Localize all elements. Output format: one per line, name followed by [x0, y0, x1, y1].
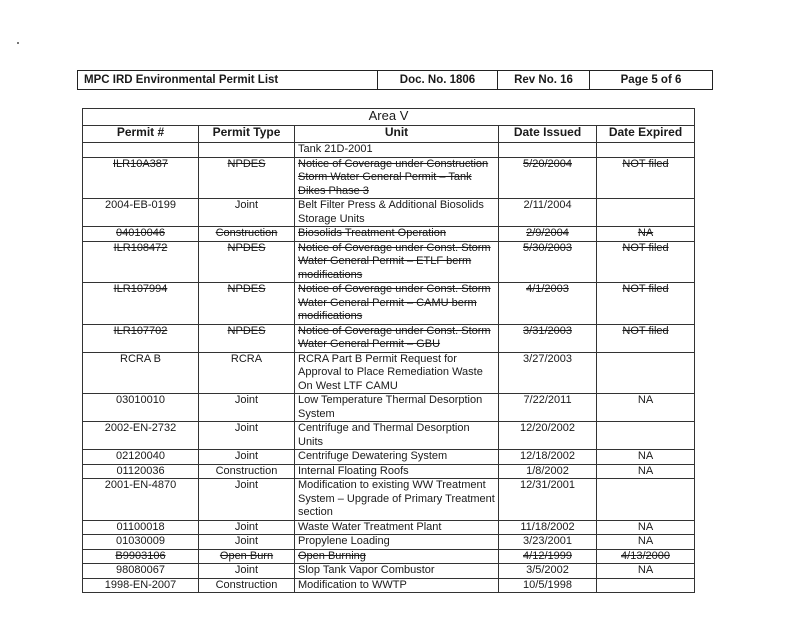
permit-type: NPDES	[199, 283, 295, 325]
permit-type: Open Burn	[199, 549, 295, 564]
date-issued: 4/12/1999	[499, 549, 597, 564]
date-expired: NA	[597, 464, 695, 479]
permit-type: RCRA	[199, 352, 295, 394]
table-row	[83, 143, 695, 158]
permit-type: Joint	[199, 535, 295, 550]
unit-description: Tank 21D-2001	[295, 143, 499, 158]
permit-number: 01120036	[83, 464, 199, 479]
date-issued: 12/20/2002	[499, 422, 597, 450]
table-row	[83, 479, 695, 521]
table-row	[83, 352, 695, 394]
unit-description: RCRA Part B Permit Request for Approval to Place Remediation Waste On West LTF CAMU	[295, 352, 499, 394]
date-issued: 7/22/2011	[499, 394, 597, 422]
unit-description: Belt Filter Press & Additional Biosolids Storage Units	[295, 199, 499, 227]
permit-number: 02120040	[83, 450, 199, 465]
unit-description: Internal Floating Roofs	[295, 464, 499, 479]
unit-description: Slop Tank Vapor Combustor	[295, 564, 499, 579]
table-row	[83, 241, 695, 283]
scan-speck	[17, 42, 19, 44]
date-issued: 11/18/2002	[499, 520, 597, 535]
column-header-permit-type: Permit Type	[199, 126, 295, 143]
unit-description: Notice of Coverage under Const. Storm Water General Permit – CAMU berm modifications	[295, 283, 499, 325]
unit-description: Waste Water Treatment Plant	[295, 520, 499, 535]
permit-type: NPDES	[199, 241, 295, 283]
date-issued: 2/11/2004	[499, 199, 597, 227]
date-expired: NOT filed	[597, 157, 695, 199]
permit-type: Joint	[199, 520, 295, 535]
unit-description: Low Temperature Thermal Desorption System	[295, 394, 499, 422]
date-expired	[597, 199, 695, 227]
permit-type: Construction	[199, 578, 295, 593]
unit-description: Centrifuge Dewatering System	[295, 450, 499, 465]
permit-number: 2004-EB-0199	[83, 199, 199, 227]
date-issued: 12/31/2001	[499, 479, 597, 521]
unit-description: Modification to existing WW Treatment System – Upgrade of Primary Treatment section	[295, 479, 499, 521]
unit-description: Propylene Loading	[295, 535, 499, 550]
column-header-permit: Permit #	[83, 126, 199, 143]
date-issued: 2/9/2004	[499, 227, 597, 242]
date-expired	[597, 422, 695, 450]
unit-description: Biosolids Treatment Operation	[295, 227, 499, 242]
date-issued: 12/18/2002	[499, 450, 597, 465]
date-expired: NA	[597, 394, 695, 422]
permit-number: ILR108472	[83, 241, 199, 283]
table-row	[83, 578, 695, 593]
date-issued: 3/31/2003	[499, 324, 597, 352]
document-number: Doc. No. 1806	[378, 71, 498, 89]
date-issued: 5/20/2004	[499, 157, 597, 199]
permit-table	[82, 108, 695, 593]
unit-description: Notice of Coverage under Construction Storm Water General Permit – Tank Dikes Phase 3	[295, 157, 499, 199]
table-row	[83, 464, 695, 479]
permit-number: 04010046	[83, 227, 199, 242]
permit-number: B9903106	[83, 549, 199, 564]
permit-type: NPDES	[199, 324, 295, 352]
permit-number: 2001-EN-4870	[83, 479, 199, 521]
permit-rows	[83, 143, 695, 593]
date-issued: 5/30/2003	[499, 241, 597, 283]
date-expired	[597, 143, 695, 158]
permit-number: ILR107702	[83, 324, 199, 352]
permit-type: Joint	[199, 479, 295, 521]
permit-type	[199, 143, 295, 158]
permit-number: 2002-EN-2732	[83, 422, 199, 450]
permit-type: Joint	[199, 450, 295, 465]
permit-number: ILR10A387	[83, 157, 199, 199]
table-row	[83, 283, 695, 325]
date-expired: NA	[597, 450, 695, 465]
page-indicator: Page 5 of 6	[620, 74, 682, 86]
table-row	[83, 394, 695, 422]
permit-type: Construction	[199, 227, 295, 242]
date-expired: NA	[597, 564, 695, 579]
table-row	[83, 450, 695, 465]
table-row	[83, 227, 695, 242]
permit-type: Joint	[199, 422, 295, 450]
unit-description: Modification to WWTP	[295, 578, 499, 593]
permit-number: 98080067	[83, 564, 199, 579]
date-issued: 3/5/2002	[499, 564, 597, 579]
table-row	[83, 422, 695, 450]
document-header	[77, 70, 713, 90]
date-expired	[597, 578, 695, 593]
date-expired	[597, 352, 695, 394]
date-issued: 10/5/1998	[499, 578, 597, 593]
table-row	[83, 564, 695, 579]
unit-description: Centrifuge and Thermal Desorption Units	[295, 422, 499, 450]
date-expired: NOT filed	[597, 324, 695, 352]
table-row	[83, 199, 695, 227]
date-expired	[597, 479, 695, 521]
permit-type: Joint	[199, 394, 295, 422]
permit-type: Joint	[199, 564, 295, 579]
permit-type: Joint	[199, 199, 295, 227]
table-row	[83, 549, 695, 564]
date-issued: 3/23/2001	[499, 535, 597, 550]
unit-description: Open Burning	[295, 549, 499, 564]
permit-number: 03010010	[83, 394, 199, 422]
date-expired: NA	[597, 535, 695, 550]
column-header-unit: Unit	[295, 126, 499, 143]
document-title: MPC IRD Environmental Permit List	[78, 71, 378, 89]
revision-number: Rev No. 16	[498, 71, 590, 89]
column-header-date-expired: Date Expired	[597, 126, 695, 143]
date-expired: NA	[597, 227, 695, 242]
date-issued: 1/8/2002	[499, 464, 597, 479]
permit-number: ILR107994	[83, 283, 199, 325]
date-expired: NOT filed	[597, 241, 695, 283]
date-issued	[499, 143, 597, 158]
permit-type: NPDES	[199, 157, 295, 199]
date-issued: 4/1/2003	[499, 283, 597, 325]
permit-number: 1998-EN-2007	[83, 578, 199, 593]
unit-description: Notice of Coverage under Const. Storm Water General Permit – ETLF berm modifications	[295, 241, 499, 283]
permit-number: RCRA B	[83, 352, 199, 394]
table-row	[83, 535, 695, 550]
date-expired: NOT filed	[597, 283, 695, 325]
date-expired: NA	[597, 520, 695, 535]
permit-number	[83, 143, 199, 158]
table-row	[83, 157, 695, 199]
unit-description: Notice of Coverage under Const. Storm Water General Permit – GBU	[295, 324, 499, 352]
date-issued: 3/27/2003	[499, 352, 597, 394]
table-row	[83, 324, 695, 352]
date-expired: 4/13/2000	[597, 549, 695, 564]
area-heading: Area V	[83, 109, 695, 126]
permit-number: 01100018	[83, 520, 199, 535]
permit-number: 01030009	[83, 535, 199, 550]
permit-type: Construction	[199, 464, 295, 479]
table-row	[83, 520, 695, 535]
column-header-date-issued: Date Issued	[499, 126, 597, 143]
